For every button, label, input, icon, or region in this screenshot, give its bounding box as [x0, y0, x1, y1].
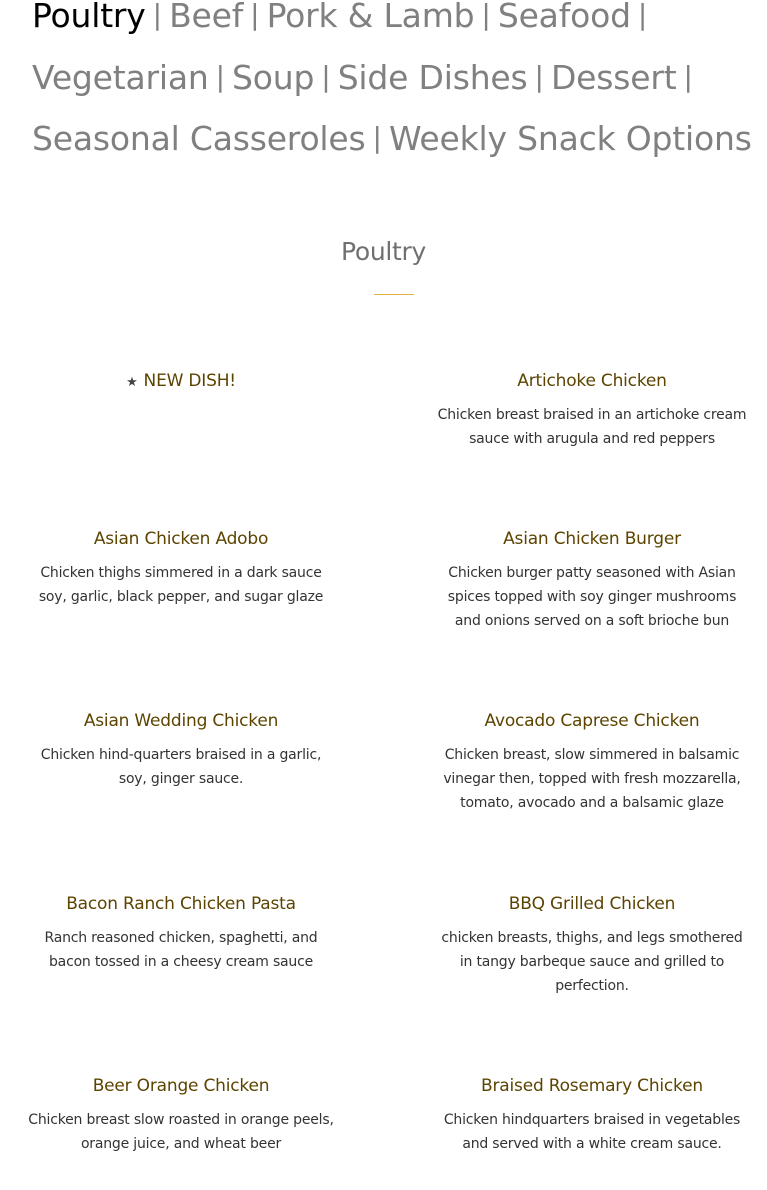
category-link-vegetarian[interactable]: Vegetarian	[32, 57, 209, 97]
nav-separator: |	[152, 0, 163, 31]
dish-name: Beer Orange Chicken	[92, 1076, 270, 1096]
nav-separator: |	[534, 59, 544, 93]
dish-description: Chicken breast braised in an artichoke cream sauce with arugula and red peppers	[437, 407, 747, 447]
dish-description: Ranch reasoned chicken, spaghetti, and bacon tossed in a cheesy cream sauce	[44, 930, 318, 970]
dish-card	[16, 1074, 346, 1156]
dish-card	[427, 1074, 757, 1156]
dish-description: Chicken hind-quarters braised in a garlic, soy, ginger sauce.	[40, 747, 322, 787]
dish-description: chicken breasts, thighs, and legs smothered in tangy barbeque sauce and grilled to perfection.	[441, 930, 743, 994]
nav-separator: |	[250, 0, 260, 31]
category-link-dessert[interactable]: Dessert	[550, 57, 677, 97]
dish-card	[427, 709, 757, 815]
nav-separator: |	[637, 0, 648, 31]
category-link-weekly-snack-options[interactable]: Weekly Snack Options	[388, 119, 752, 158]
dish-description: Chicken hindquarters braised in vegetables and served with a white cream sauce.	[443, 1112, 741, 1152]
category-link-poultry[interactable]: Poultry	[32, 0, 146, 35]
dish-name: Asian Wedding Chicken	[83, 711, 279, 731]
dish-card	[16, 892, 346, 974]
dish-card	[427, 527, 757, 633]
dish-card	[16, 709, 346, 791]
section-title: Poultry	[340, 237, 427, 266]
dish-description: Chicken breast, slow simmered in balsamic vinegar then, topped with fresh mozzarella, tomato, avocado and a balsamic glaze	[443, 747, 741, 811]
nav-separator: |	[215, 59, 226, 93]
category-link-beef[interactable]: Beef	[169, 0, 244, 35]
new-dish-badge	[16, 369, 346, 395]
category-link-seafood[interactable]: Seafood	[497, 0, 631, 35]
dish-name: Asian Chicken Adobo	[93, 529, 269, 549]
title-underline	[374, 294, 414, 295]
dish-name: Artichoke Chicken	[517, 371, 667, 391]
category-nav	[32, 0, 752, 171]
dish-name: Asian Chicken Burger	[503, 529, 681, 549]
category-link-pork-lamb[interactable]: Pork & Lamb	[266, 0, 475, 35]
dish-card	[427, 892, 757, 998]
dish-card	[16, 527, 346, 609]
category-link-side-dishes[interactable]: Side Dishes	[337, 57, 528, 97]
category-link-soup[interactable]: Soup	[232, 57, 315, 97]
new-dish-text: NEW DISH!	[143, 371, 236, 391]
dish-description: Chicken thighs simmered in a dark sauce soy, garlic, black pepper, and sugar glaze	[38, 565, 324, 605]
dish-name: Braised Rosemary Chicken	[481, 1076, 703, 1096]
star-icon: ★	[126, 375, 138, 390]
dish-card	[427, 369, 757, 451]
dish-description: Chicken breast slow roasted in orange peels, orange juice, and wheat beer	[28, 1112, 334, 1152]
new-dish-label	[16, 369, 346, 395]
dish-name: Bacon Ranch Chicken Pasta	[66, 894, 296, 914]
category-link-seasonal-casseroles[interactable]: Seasonal Casseroles	[32, 119, 366, 158]
nav-separator: |	[683, 59, 693, 93]
nav-separator: |	[321, 59, 331, 93]
nav-separator: |	[481, 0, 491, 31]
nav-separator: |	[372, 121, 382, 154]
dish-name: Avocado Caprese Chicken	[484, 711, 700, 731]
dish-description: Chicken burger patty seasoned with Asian spices topped with soy ginger mushrooms and onions served on a soft brioche bun	[447, 565, 737, 629]
dish-name: BBQ Grilled Chicken	[508, 894, 676, 914]
